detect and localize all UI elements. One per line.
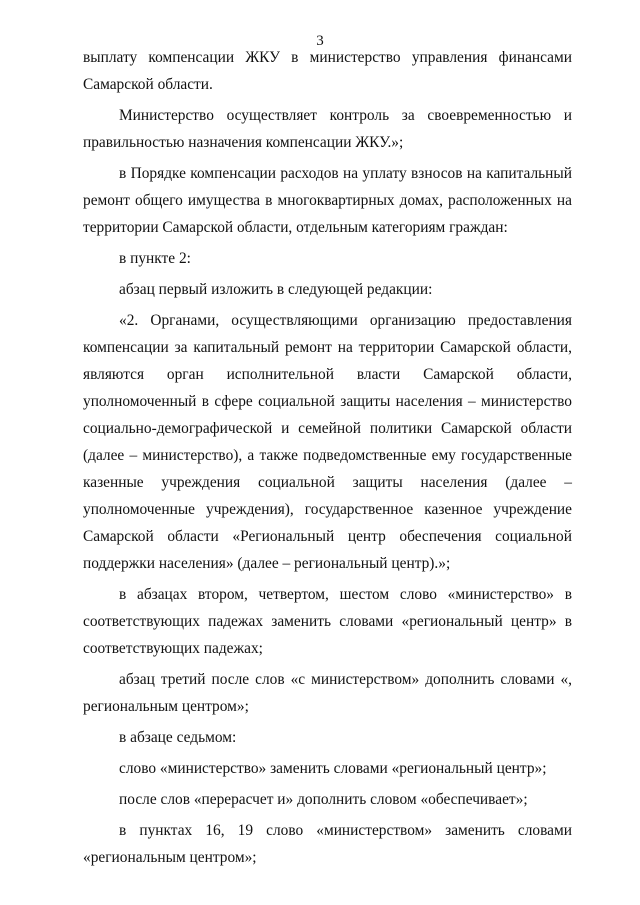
paragraph-abzacs-replace: в абзацах втором, четвертом, шестом слово «министерство» в соответствующих падежах заменить словами «региональный центр» в соответствующих падежах; <box>83 586 572 657</box>
paragraph-third-abzac: абзац третий после слов «с министерством» дополнить словами «, региональным центром»; <box>83 671 572 715</box>
paragraph-word-replace: слово «министерство» заменить словами «региональный центр»; <box>119 760 547 777</box>
paragraph-ministry-control: Министерство осуществляет контроль за своевременностью и правильностью назначения компенсации ЖКУ.»; <box>83 107 572 151</box>
paragraph-recalc-addition: после слов «перерасчет и» дополнить словом «обеспечивает»; <box>119 791 528 808</box>
page-number: 3 <box>316 33 324 49</box>
paragraph-clauses-16-19: в пунктах 16, 19 слово «министерством» заменить словами «региональным центром»; <box>83 822 572 866</box>
paragraph-new-clause-text: «2. Органами, осуществляющими организацию предоставления компенсации за капитальный ремонт на территории Самарской области, являются орган исполнительной власти Самарской области, уполномоченный в сфере социальной защиты населения – министерство социально-демографической и семейной политики Самарской области (далее – министерство), а также подведомственные ему государственные казенные учреждения социальной защиты населения (далее – уполномоченные учреждения), государственное казенное учреждение Самарской области «Региональный центр обеспечения социальной поддержки населения» (далее – региональный центр).»; <box>83 312 572 572</box>
paragraph-seventh-abzac: в абзаце седьмом: <box>119 729 237 746</box>
paragraph-continuation: выплату компенсации ЖКУ в министерство управления финансами Самарской области. <box>83 49 572 93</box>
paragraph-first-abzac: абзац первый изложить в следующей редакции: <box>119 281 433 298</box>
paragraph-capital-repair-order: в Порядке компенсации расходов на уплату взносов на капитальный ремонт общего имущества в многоквартирных домах, расположенных на территории Самарской области, отдельным категориям граждан: <box>83 165 572 236</box>
paragraph-clause-2: в пункте 2: <box>119 250 191 267</box>
document-body <box>83 44 572 871</box>
